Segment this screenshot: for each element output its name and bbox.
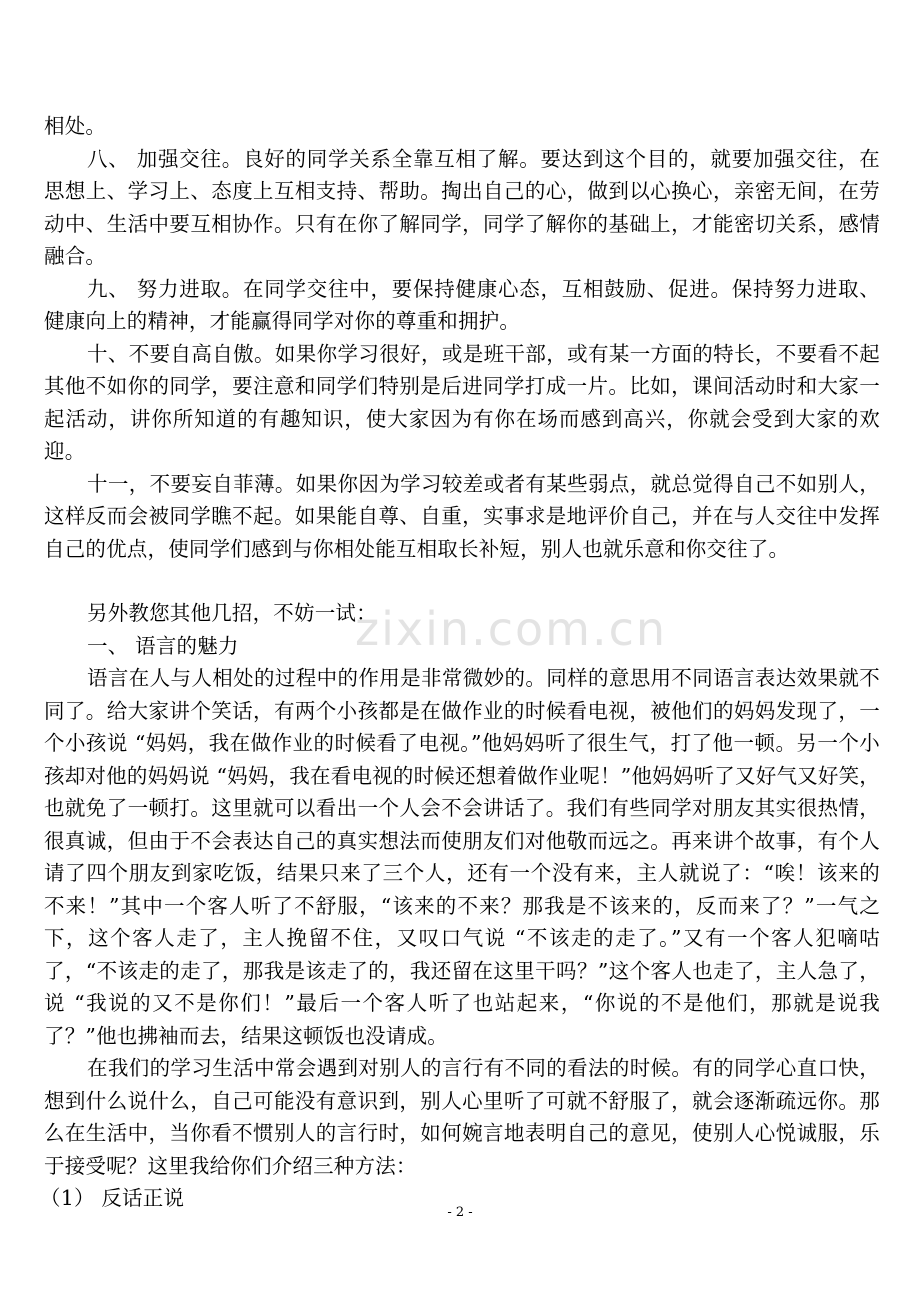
document-body (40, 110, 880, 1215)
paragraph-continuation: 相处。 (44, 114, 107, 138)
paragraph-gap (44, 565, 880, 597)
subsection-heading-1: （1） 反话正说 (40, 1186, 185, 1210)
section-heading-language: 一、 语言的魅力 (87, 633, 239, 658)
watermark-text: zixin.com.cn (355, 602, 668, 656)
paragraph-item-9: 九、 努力进取。在同学交往中，要保持健康心态，互相鼓励、促进。保持努力进取、健康向上的精神，才能赢得同学对你的尊重和拥护。 (44, 276, 880, 333)
paragraph-item-11: 十一，不要妄自菲薄。如果你因为学习较差或者有某些弱点，就总觉得自己不如别人，这样反而会被同学瞧不起。如果能自尊、自重，实事求是地评价自己，并在与人交往中发挥自己的优点，使同学们感到与你相处能互相取长补短，别人也就乐意和你交往了。 (44, 471, 880, 561)
paragraph-language-story: 语言在人与人相处的过程中的作用是非常微妙的。同样的意思用不同语言表达效果就不同了。给大家讲个笑话，有两个小孩都是在做作业的时候看电视，被他们的妈妈发现了，一个小孩说 “妈妈，我在做作业的时候看了电视。”他妈妈听了很生气，打了他一顿。另一个小孩却对他的妈妈说 “妈妈，我在看电视的时候还想着做作业呢！”他妈妈听了又好气又好笑，也就免了一顿打。这里就可以看出一个人会不会讲话了。我们有些同学对朋友其实很热情，很真诚，但由于不会表达自己的真实想法而使朋友们对他敬而远之。再来讲个故事，有个人请了四个朋友到家吃饭，结果只来了三个人，还有一个没有来，主人就说了：“唉！该来的不来！”其中一个客人听了不舒服，“该来的不来？那我是不该来的，反而来了？”一气之下，这个客人走了，主人挽留不住，又叹口气说 “不该走的走了。”又有一个客人犯嘀咕了，“不该走的走了，那我是该走了的，我还留在这里干吗？”这个客人也走了，主人急了，说 “我说的又不是你们！”最后一个客人听了也站起来，“你说的不是他们，那就是说我了？”他也拂袖而去，结果这顿饭也没请成。 (44, 666, 880, 1048)
intro-line: 另外教您其他几招，不妨一试： (87, 601, 377, 625)
page-number: - 2 - (447, 1205, 473, 1220)
paragraph-item-10: 十、不要自高自傲。如果你学习很好，或是班干部，或有某一方面的特长，不要看不起其他不如你的同学，要注意和同学们特别是后进同学打成一片。比如，课间活动时和大家一起活动，讲你所知道的有趣知识，使大家因为有你在场而感到高兴，你就会受到大家的欢迎。 (44, 341, 880, 463)
paragraph-study-life: 在我们的学习生活中常会遇到对别人的言行有不同的看法的时候。有的同学心直口快，想到什么说什么，自己可能没有意识到，别人心里听了可就不舒服了，就会逐渐疏远你。那么在生活中，当你看不惯别人的言行时，如何婉言地表明自己的意见，使别人心悦诚服，乐于接受呢？这里我给你们介绍三种方法： (44, 1056, 880, 1178)
paragraph-item-8: 八、 加强交往。良好的同学关系全靠互相了解。要达到这个目的，就要加强交往，在思想上、学习上、态度上互相支持、帮助。掏出自己的心，做到以心换心，亲密无间，在劳动中、生活中要互相协作。只有在你了解同学，同学了解你的基础上，才能密切关系，感情融合。 (44, 146, 880, 268)
